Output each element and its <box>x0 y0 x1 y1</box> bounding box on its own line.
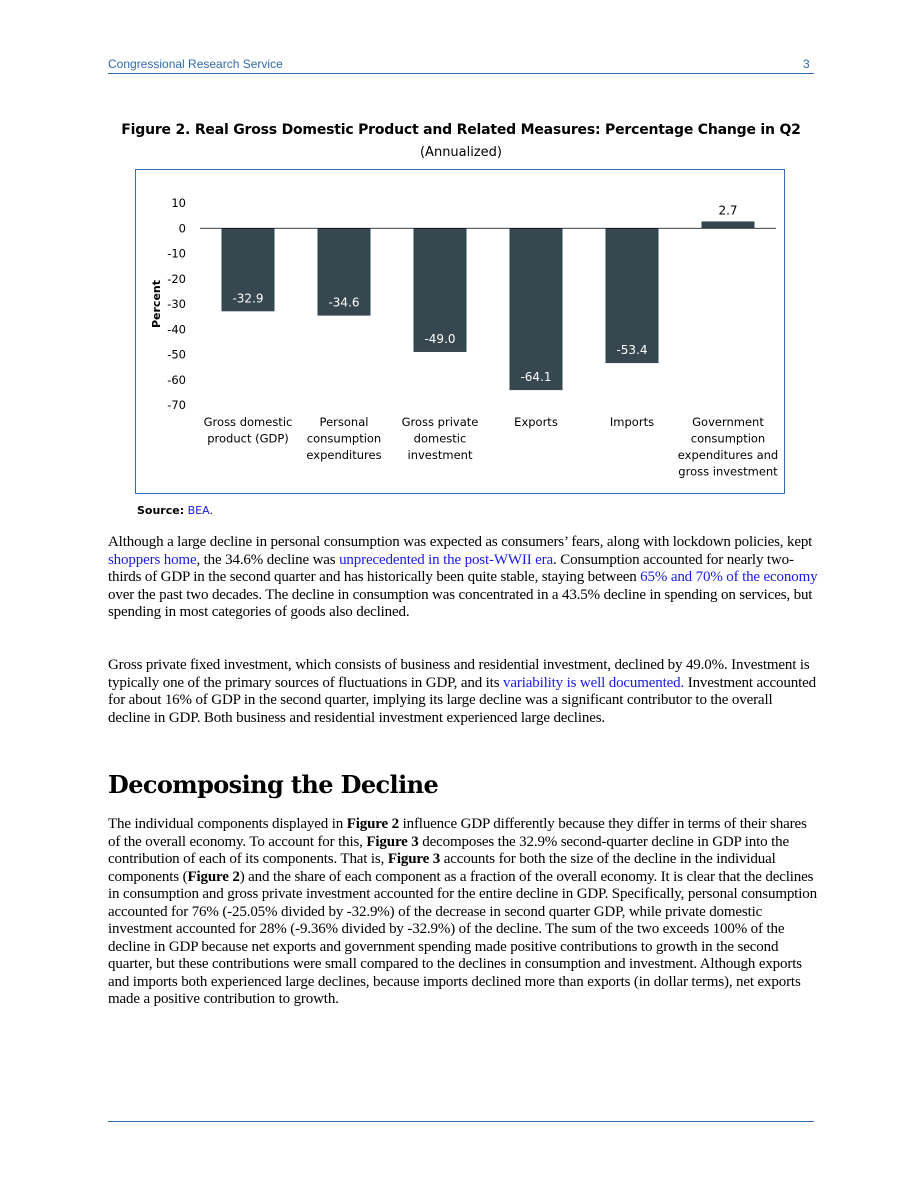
paragraph-investment <box>108 657 818 727</box>
source-label: Source: <box>137 504 185 517</box>
figure-ref: Figure 2 <box>187 868 240 885</box>
y-tick-label: -30 <box>167 297 186 311</box>
x-tick-label: Personal <box>319 415 369 429</box>
bar-value-label: -53.4 <box>616 343 648 358</box>
figure-ref: Figure 3 <box>387 851 441 867</box>
bar-value-label: -64.1 <box>520 370 552 385</box>
y-tick-label: 10 <box>171 196 186 210</box>
header-rule <box>108 73 814 74</box>
para2-text-1: Gross private fixed investment, which consists of business and residential investment, declined by 49.0%. Investment is typically one of the primary sources of fluctuations in GDP, and its <box>108 657 810 691</box>
para1-text-2: , the 34.6% decline was <box>196 551 340 568</box>
figure-ref: Figure 3 <box>366 833 419 850</box>
x-tick-label: Imports <box>609 415 655 429</box>
y-tick-label: -60 <box>167 372 186 387</box>
x-tick-label: product (GDP) <box>207 431 289 446</box>
footer-rule <box>108 1121 814 1122</box>
bar-value-label: 2.7 <box>718 203 738 218</box>
x-tick-label: domestic <box>413 431 467 446</box>
x-tick-label: gross investment <box>678 464 778 479</box>
y-tick-label: -20 <box>167 271 186 286</box>
y-tick-label: -40 <box>167 322 186 337</box>
x-tick-label: consumption <box>306 431 382 446</box>
y-tick-label: -10 <box>167 246 186 261</box>
para1-text-4: over the past two decades. The decline in consumption was concentrated in a 43.5% decline in spending on services, but spending in most categories of goods also declined. <box>108 586 813 620</box>
source-link-bea[interactable]: BEA <box>187 504 210 517</box>
para3-text-1: The individual components displayed in <box>108 816 347 832</box>
figure-source <box>137 504 213 517</box>
section-heading: Decomposing the Decline <box>108 770 439 799</box>
para3-text-3: decomposes the 32.9% second-quarter decline in GDP into the contribution of each of its components. That is, <box>108 833 789 867</box>
x-tick-label: Government <box>692 415 764 429</box>
para2-text-2: Investment accounted for about 16% of GDP in the second quarter, implying its large decline was a significant contributor to the overall decline in GDP. Both business and residential investment experienced large declines. <box>108 674 816 726</box>
x-tick-label: expenditures and <box>677 448 779 462</box>
bar <box>510 228 563 390</box>
bar-chart <box>136 170 784 493</box>
chart-frame <box>135 169 785 494</box>
para3-text-4: accounts for both the size of the decline in the individual components ( <box>108 851 776 885</box>
y-axis-label: Percent <box>150 279 163 329</box>
link-variability[interactable]: variability is well documented. <box>503 674 685 691</box>
paragraph-decomposition <box>108 816 818 1009</box>
bar-value-label: -32.9 <box>232 291 264 306</box>
x-tick-label: investment <box>407 448 473 462</box>
bar-value-label: -34.6 <box>328 295 360 310</box>
x-tick-label: expenditures <box>306 448 382 462</box>
figure-subtitle: (Annualized) <box>419 145 503 160</box>
x-tick-label: Gross private <box>401 415 479 429</box>
header-title: Congressional Research Service <box>108 57 283 71</box>
x-tick-label: Gross domestic <box>203 415 293 429</box>
link-share-of-economy[interactable]: 65% and 70% of the economy <box>640 569 818 585</box>
y-tick-label: -50 <box>167 347 186 362</box>
page-number: 3 <box>803 57 810 71</box>
y-tick-label: 0 <box>178 221 186 236</box>
x-tick-label: consumption <box>690 431 766 446</box>
paragraph-consumption <box>108 534 818 622</box>
link-shoppers-home[interactable]: shoppers home <box>108 551 197 568</box>
para3-text-5: ) and the share of each component as a fraction of the overall economy. It is clear that the declines in consumption and gross private investment accounted for the entire decline in GDP. Specifically, personal consumption accounted for 76% (-25.05% divided by -32.9%) of the decrease in second quarter GDP, while private domestic investment accounted for 28% (-9.36% divided by -32.9%) of the decline. The sum of the two exceeds 100% of the decline in GDP because net exports and government spending made positive contributions to growth in the second quarter, but these contributions were small compared to the declines in consumption and investment. Although exports and imports both experienced large declines, because imports declined more than exports (in dollar terms), net exports made a positive contribution to growth. <box>108 868 817 1007</box>
bar <box>702 221 755 228</box>
figure-title: Figure 2. Real Gross Domestic Product and Related Measures: Percentage Change in Q2 <box>121 122 801 138</box>
para1-text-1: Although a large decline in personal consumption was expected as consumers’ fears, along with lockdown policies, kept <box>108 534 813 550</box>
bar-value-label: -49.0 <box>424 331 456 346</box>
y-tick-label: -70 <box>167 398 186 412</box>
link-unprecedented[interactable]: unprecedented in the post-WWII era <box>339 551 554 568</box>
figure-ref: Figure 2 <box>346 816 399 832</box>
para1-text-3: . Consumption accounted for nearly two-thirds of GDP in the second quarter and has historically been quite stable, staying between <box>108 551 794 585</box>
x-tick-label: Exports <box>514 415 558 429</box>
source-end: . <box>209 504 213 517</box>
para3-text-2: influence GDP differently because they differ in terms of their shares of the overall economy. To account for this, <box>108 816 807 850</box>
